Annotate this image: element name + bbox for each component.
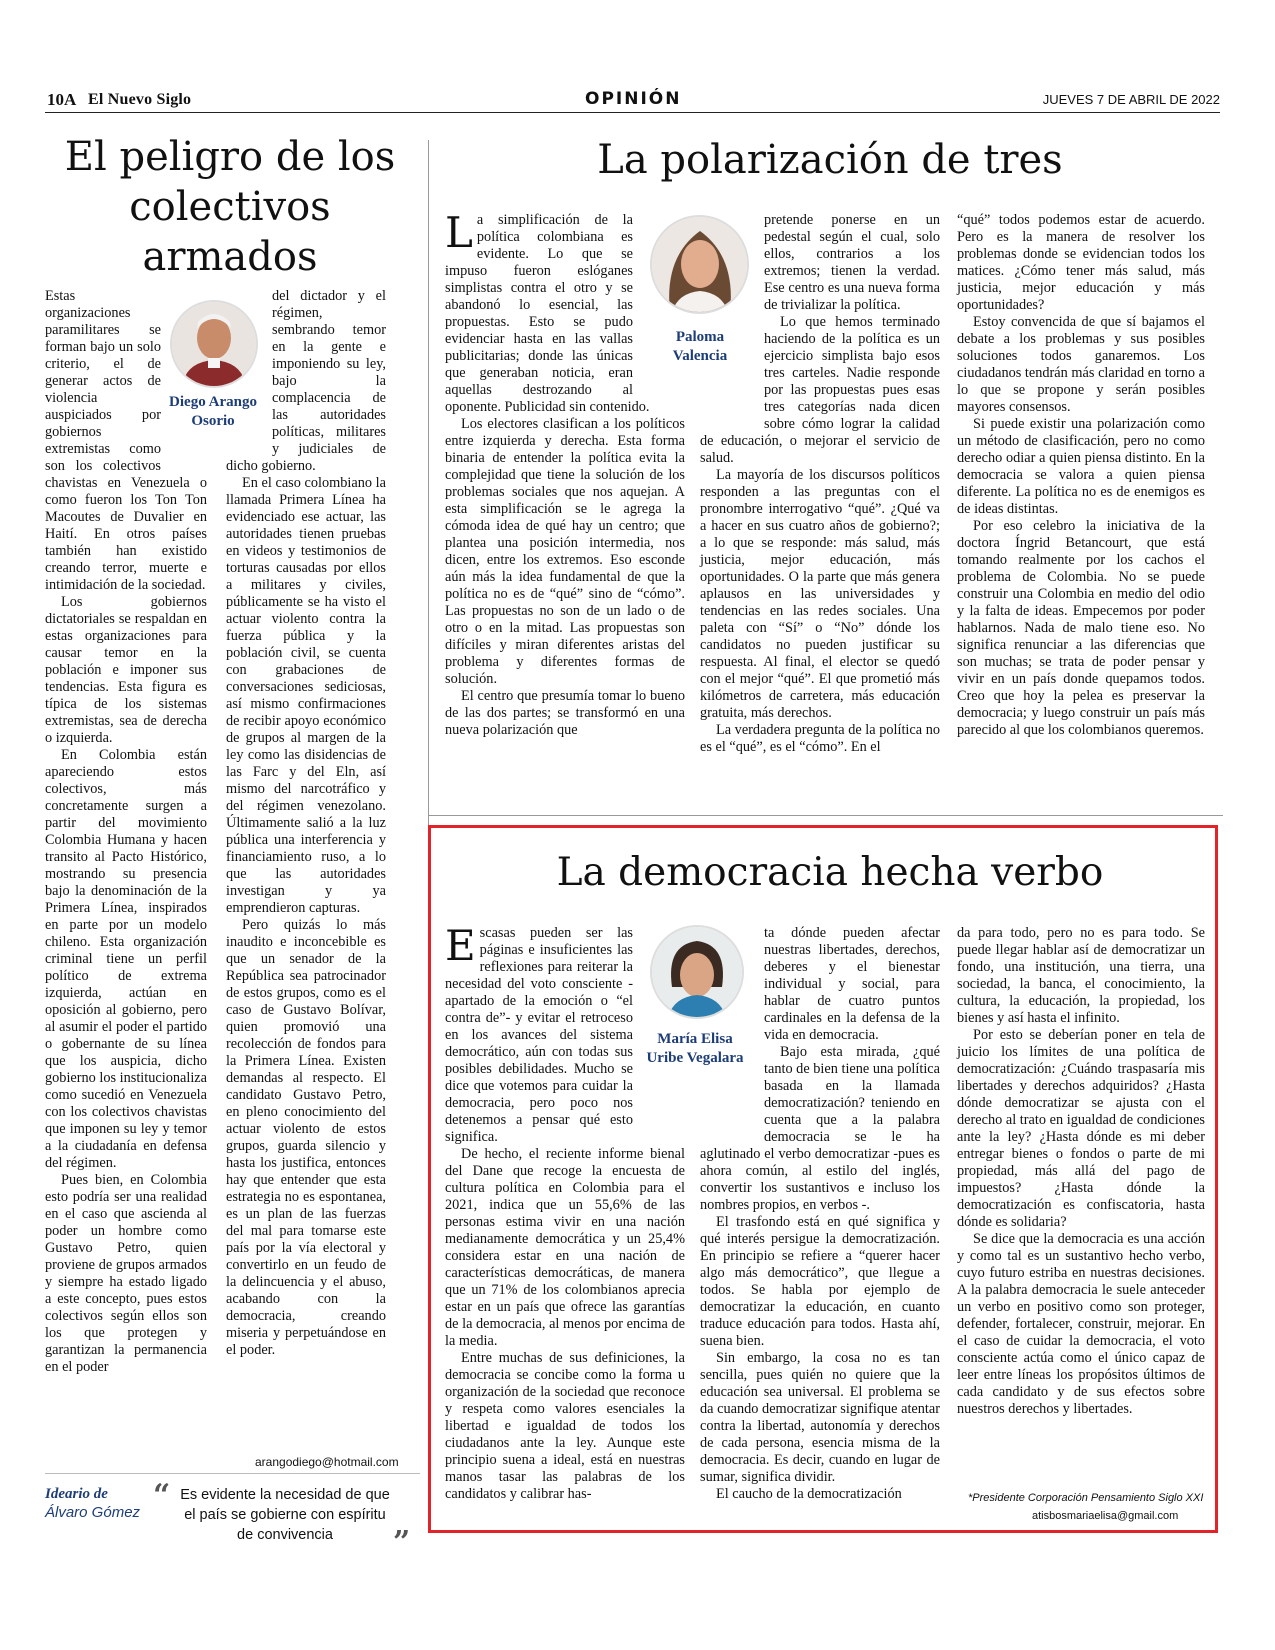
paragraph: Estas organizaciones paramilitares se forman bajo un solo criterio, el de generar actos de violencia auspiciados por gobiernos extremistas como son los colectivos chavistas en Venezuela o como fueron los Ton Ton Macoutes de Duvalier en Haití. En otros países también han existido creando terror, muerte e intimidación de la sociedad. xyxy=(45,288,207,593)
paragraph: scasas pueden ser las páginas e insuficientes las reflexiones para reiterar la necesidad del voto consciente -apartado de la emoción o “el contra de”- y evitar el retroceso en los avances del sistema democrático, aún con todas sus posibles debilidades. Mucho se dice que votemos para cuidar la democracia, pero poco nos detenemos a pensar qué esto significa. xyxy=(445,925,633,1145)
author-email[interactable]: atisbosmariaelisa@gmail.com xyxy=(1032,1510,1179,1522)
paragraph: “qué” todos podemos estar de acuerdo. Pero es la manera de resolver los problemas donde se evidencian todos los matices. ¿Cómo tener más salud, más justicia, mejor educación y más oportunidades? xyxy=(957,212,1205,313)
header-rule xyxy=(45,112,1220,113)
close-quote-icon: ” xyxy=(393,1525,411,1560)
paragraph: Por esto se deberían poner en tela de juicio los límites de una política de democratización: ¿Cuándo traspasaría mis libertades y derechos adquiridos? ¿Hasta dónde democratizar se ajusta con el derecho al trato en igualdad de condiciones ante la ley? ¿Hasta dónde es mi deber entregar bienes o fondos o parte de mi propiedad, más allá del pago de impuestos? ¿Hasta dónde la democratización es confiscatoria, hasta dónde es solidaria? xyxy=(957,1027,1205,1230)
article3-column-1: E scasas pueden ser las páginas e insuficientes las reflexiones para reiterar la necesidad del voto consciente -apartado de la emoción o “el contra de”- y evitar el retroceso en los avances del sistema democrático, aún con todas sus posibles debilidades. Mucho se dice que votemos para cuidar la democracia, pero poco nos detenemos a pensar qué esto significa. De hecho, el reciente informe bienal del Dane que recoge la encuesta de cultura política en Colombia para el 2021, indica que un 55,6% de las personas estima vivir en una nación medianamente democrática y un 25,4% considera estar en una nación de características democráticas, de manera que un 71% de los colombianos aprecia estar en un país que ofrece las garantías de la democracia, al menos por encima de la media. Entre muchas de sus definiciones, la democracia se concibe como la forma u organización de la sociedad que reconoce y respeta como valores esenciales la libertad e igualdad de todos los ciudadanos ante la ley. Aunque este principio suena a ideal, está en nuestras manos tasar las palabras de los candidatos y calibrar has- xyxy=(445,921,685,1502)
newspaper-name: El Nuevo Siglo xyxy=(88,91,192,108)
article3-title: La democracia hecha verbo xyxy=(556,850,1104,895)
issue-date: JUEVES 7 DE ABRIL DE 2022 xyxy=(1042,92,1220,107)
author-name-maria-elisa: María Elisa Uribe Vegalara xyxy=(646,1031,744,1066)
article3-column-3 xyxy=(957,925,1205,1418)
paragraph: Los electores clasifican a los políticos entre izquierda y derecha. Esta forma binaria de entender la política evita la complejidad que tiene la solución de los problemas sociales que nos aquejan. A esta simplificación se le agrega la cómoda idea de qué hay un centro; que plantea una posición intermedia, nos dicen, entre los extremos. Eso esconde aún más la idea fundamental de que la política no es de “qué” sino de “cómo”. Las propuestas no son de un lado o de otro o en la mitad. Las propuestas son difíciles y miran diferentes aristas del problema y diferentes formas de solución. xyxy=(445,416,685,687)
paragraph: del dictador y el régimen, sembrando temor en la gente e imponiendo su ley, bajo la complacencia de las autoridades políticas, militares y judiciales de dicho gobierno. xyxy=(226,288,386,474)
paragraph: En Colombia están apareciendo estos colectivos, más concretamente surgen a partir del movimiento Colombia Humana y hacen transito al Pacto Histórico, mostrando su presencia bajo la denominación de la Primera Línea, inspirados en parte por un modelo chileno. Esta organización criminal tiene un perfil político de extrema izquierda, actúan en oposición al gobierno, pero al asumir el poder el partido o gobernante de su línea que los auspicia, dicho gobierno los institucionaliza como sucedió en Venezuela con los colectivos chavistas que imponen su ley y temor a la ciudadanía en defensa del régimen. xyxy=(45,747,207,1171)
open-quote-icon: “ xyxy=(153,1478,171,1513)
ideario-label: Ideario de Álvaro Gómez xyxy=(45,1486,141,1521)
article-divider xyxy=(428,815,1223,816)
paragraph: Si puede existir una polarización como un método de clasificación, pero no como derecho odiar a quien piensa distinto. En la democracia se valora a quien piensa diferente. La política no es de enemigos es de ideas distintas. xyxy=(957,416,1205,517)
paragraph: Los gobiernos dictatoriales se respaldan en estas organizaciones para causar temor en la población e imponer sus tendencias. Esta figura es típica de los sistemas extremistas, sea de derecha o izquierda. xyxy=(45,594,207,746)
paragraph: Sin embargo, la cosa no es tan sencilla, pues quién no quiere que la educación sea universal. El problema se da cuando democratizar signifique atentar contra la libertad, autonomía y derechos de cada persona, esencia misma de la democracia. Es decir, cuando en lugar de sumar, significa dividir. xyxy=(700,1350,940,1485)
author-footnote: *Presidente Corporación Pensamiento Siglo XXI xyxy=(968,1492,1204,1504)
paragraph: De hecho, el reciente informe bienal del Dane que recoge la encuesta de cultura política en Colombia para el 2021, indica que un 55,6% de las personas estima vivir en una nación medianamente democrática y un 25,4% considera estar en una nación de características democráticas, de manera que un 71% de los colombianos aprecia estar en un país que ofrece las garantías de la democracia, al menos por encima de la media. xyxy=(445,1146,685,1349)
paragraph: La verdadera pregunta de la política no es el “qué”, es el “cómo”. En el xyxy=(700,722,940,755)
article2-column-3 xyxy=(957,212,1205,739)
paragraph: da para todo, pero no es para todo. Se puede llegar hablar así de democratizar un fondo, una institución, una tierra, una sociedad, la banca, el conocimiento, la cultura, la educación, la propiedad, los bienes y así hasta el infinito. xyxy=(957,925,1205,1026)
article1-column-1 xyxy=(45,288,207,1376)
article1-column-2 xyxy=(226,288,386,1359)
article3-column-2 xyxy=(700,925,940,1503)
article2-title: La polarización de tres xyxy=(597,137,1063,183)
paragraph: Pero quizás lo más inaudito e inconcebible es que un senador de la República sea patrocinador de estos grupos, como es el caso de Gustavo Bolívar, quien promovió una recolección de fondos para la Primera Línea. Existen demandas al respecto. El candidato Gustavo Petro, en pleno conocimiento del actuar violento de estos grupos, guarda silencio y hasta los justifica, entonces hay que entender que esta estrategia no es espontanea, es un plan de las fuerzas del mal para tomarse este país por la vía electoral y convertirlo en un feudo de la delincuencia y el abuso, acabando con la democracia, creando miseria y perpetuándose en el poder. xyxy=(226,917,386,1358)
paragraph: En el caso colombiano la llamada Primera Línea ha evidenciado ese actuar, las autoridades tienen pruebas en videos y testimonios de torturas causadas por ellos a militares y civiles, públicamente se ha visto el actuar violento contra la fuerza pública y la población civil, se cuenta con grabaciones de conversaciones sediciosas, así mismo confirmaciones de recibir apoyo económico de grupos al margen de la ley como las disidencias de las Farc y del Eln, así mismo del narcotráfico y del régimen venezolano. Últimamente salió a la luz pública una interferencia y financiamiento ruso, a lo que las autoridades investigan y ya emprendieron capturas. xyxy=(226,475,386,916)
paragraph: pretende ponerse en un pedestal según el cual, solo ellos, contrarios a los extremos; tienen la verdad. Ese centro es una nueva forma de trivializar la política. xyxy=(764,212,940,313)
paragraph: La mayoría de los discursos políticos responden a las preguntas con el pronombre interrogativo “qué”. ¿Qué va a hacer en sus cuatro años de gobierno?; a lo que se responde: más salud, más justicia, mejor educación, más oportunidades. O la parte que más genera aplausos en las universidades y tendencias en las redes sociales. Una paleta con “Sí” o “No” dónde los candidatos no pueden justificar su respuesta. Al final, el elector se quedó con el mejor “qué”. El que prometió más kilómetros de carretera, más educación gratuita, más derechos. xyxy=(700,467,940,721)
paragraph: El trasfondo está en qué significa y qué interés persigue la democratización. En principio se refiere a “querer hacer algo más democrático”, que llegue a todos. Se habla por ejemplo de democratizar la educación, en cuanto traduce educación para todos. Hasta ahí, suena bien. xyxy=(700,1214,940,1349)
page-number: 10A xyxy=(47,90,77,109)
paragraph: Lo que hemos terminado haciendo de la política es un ejercicio simplista bajo esos tres carteles. Nadie responde por las propuestas pues esas tres categorías nada dicen sobre cómo lograr la calidad de educación, o mejorar el servicio de salud. xyxy=(700,314,940,466)
article1-title: El peligro de los colectivos armados xyxy=(64,134,396,280)
author-email[interactable]: arangodiego@hotmail.com xyxy=(255,1455,399,1469)
author-name-paloma: Paloma Valencia xyxy=(672,329,728,364)
section-title: OPINIÓN xyxy=(585,89,682,109)
article2-column-1: L a simplificación de la política colombiana es evidente. Lo que se impuso fueron eslóganes simplistas contra el otro y se abandonó lo esencial, las propuestas. Esto se pudo evidenciar hasta en las vallas publicitarias; donde las únicas que generaban noticia, eran aquellas destrozando al oponente. Publicidad sin contenido. Los electores clasifican a los políticos entre izquierda y derecha. Esta forma binaria de entender la política evita la complejidad que tiene la solución de los problemas sociales que nos aquejan. A esta simplificación se le agrega la cómoda idea de qué hay un centro; que plantea una posición intermedia, nos dicen, entre los extremos. Eso esconde aún más la idea fundamental de que la política no es de “qué” sino de “cómo”. Las propuestas no son de un lado o de otro o en la mitad. Las propuestas son difíciles y miran diferentes aristas del problema y diferentes formas de solución. El centro que presumía tomar lo bueno de las dos partes; se transformó en una nueva polarización que xyxy=(445,208,685,738)
paragraph: Estoy convencida de que sí bajamos el debate a los problemas y sus posibles soluciones todos ganaremos. Los ciudadanos tendrán más claridad en torno a lo que se propone y serán posibles mayores consensos. xyxy=(957,314,1205,415)
author-name-diego: Diego Arango Osorio xyxy=(169,394,257,429)
paragraph: Entre muchas de sus definiciones, la democracia se concibe como la forma u organización de la sociedad que reconoce y respeta como valores esenciales la libertad e igualdad de todos los ciudadanos ante la ley. Aunque este principio suena a ideal, está en nuestras manos tasar las palabras de los candidatos y calibrar has- xyxy=(445,1350,685,1502)
paragraph: El caucho de la democratización xyxy=(716,1486,902,1502)
ideario-quote: Es evidente la necesidad de que el país se gobierne con espíritu de convivencia xyxy=(180,1487,390,1543)
ideario-rule xyxy=(45,1473,420,1474)
paragraph: Bajo esta mirada, ¿qué tanto de bien tiene una política basada en la llamada democratización? teniendo en cuenta que a la palabra democracia se le ha aglutinado el verbo democratizar -pues es ahora común, al estilo del inglés, convertir los sustantivos e incluso los nombres propios, en verbos -. xyxy=(700,1044,940,1213)
article2-column-2 xyxy=(700,212,940,756)
paragraph: Pues bien, en Colombia esto podría ser una realidad en el caso que ascienda al poder un hombre como Gustavo Petro, quien proviene de grupos armados y siempre ha estado ligado a este concepto, pues estos colectivos según ellos son los que protegen y garantizan la permanencia en el poder xyxy=(45,1172,207,1375)
paragraph: El centro que presumía tomar lo bueno de las dos partes; se transformó en una nueva polarización que xyxy=(445,688,685,738)
paragraph: Se dice que la democracia es una acción y como tal es un sustantivo hecho verbo, cuyo futuro estriba en nuestras decisiones. A la palabra democracia le suele anteceder un verbo en positivo como son proteger, defender, fortalecer, construir, mejorar. En el caso de cuidar la democracia, el voto consciente actúa como el único capaz de leer entre líneas los propósitos últimos de cada candidato y de sus efectos sobre nuestros derechos y libertades. xyxy=(957,1231,1205,1417)
paragraph: Por eso celebro la iniciativa de la doctora Íngrid Betancourt, que está tomando realmente por los cachos el problema de Colombia. No se puede construir una Colombia en medio del odio y la falta de ideas. Empecemos por poder hablarnos. Nada de malo tiene eso. No significa renunciar a las diferencias que son muchas; se trata de poder pensar y vivir en un país donde quepamos todos. Creo que hoy la pelea es preservar la democracia; y luego construir un país más parecido al que los colombianos queremos. xyxy=(957,518,1205,738)
paragraph: ta dónde pueden afectar nuestras libertades, derechos, deberes y el bienestar individual y social, para hablar de cuatro puntos cardinales en la defensa de la vida en democracia. xyxy=(764,925,940,1043)
paragraph: a simplificación de la política colombiana es evidente. Lo que se impuso fueron eslóganes simplistas contra el otro y se abandonó lo esencial, las propuestas. Esto se pudo evidenciar hasta en las vallas publicitarias; donde las únicas que generaban noticia, eran aquellas destrozando al oponente. Publicidad sin contenido. xyxy=(445,212,650,415)
